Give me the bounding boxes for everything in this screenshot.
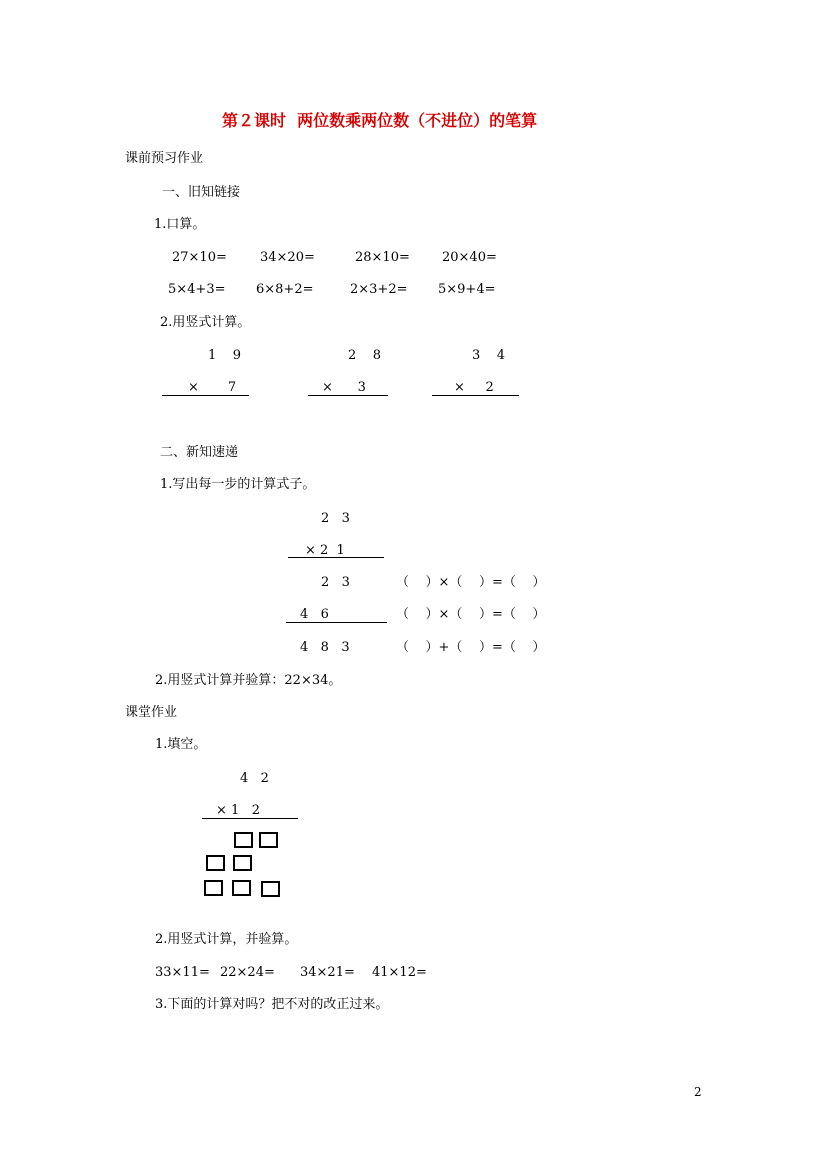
- multiplier: × 1 2: [216, 803, 260, 818]
- oral-calc-label: 1.口算。: [154, 217, 206, 232]
- calc-verify-label: 2.用竖式计算，并验算。: [155, 932, 298, 947]
- section-preview-heading: 课前预习作业: [125, 151, 204, 166]
- fill-blank-label: 1.填空。: [155, 737, 207, 752]
- multiplier: × 2: [454, 380, 494, 395]
- underline: [162, 395, 249, 396]
- oral-item: 5×4+3=: [168, 282, 226, 297]
- part1-heading: 一、旧知链接: [162, 185, 241, 200]
- oral-item: 2×3+2=: [350, 282, 408, 297]
- underline: [432, 395, 519, 396]
- formula: （ ）×（ ）=（ ）: [396, 607, 546, 622]
- problem-item: 33×11=: [155, 965, 210, 980]
- underline: [202, 818, 298, 819]
- answer-box[interactable]: [259, 832, 278, 848]
- multiplicand: 4 2: [240, 771, 269, 786]
- oral-item: 5×9+4=: [438, 282, 496, 297]
- multiplicand: 2 3: [321, 511, 350, 526]
- steps-label: 1.写出每一步的计算式子。: [160, 477, 316, 492]
- multiplicand: 3 4: [472, 348, 506, 363]
- answer-box[interactable]: [261, 881, 280, 897]
- multiplicand: 2 8: [348, 348, 382, 363]
- section-class-heading: 课堂作业: [125, 705, 178, 720]
- verify-label: 2.用竖式计算并验算：22×34。: [155, 673, 342, 688]
- oral-item: 6×8+2=: [256, 282, 314, 297]
- formula: （ ）+（ ）=（ ）: [396, 640, 546, 655]
- partial-product: 2 3: [321, 575, 350, 590]
- underline: [286, 622, 387, 623]
- part2-heading: 二、新知速递: [160, 445, 239, 460]
- underline: [308, 395, 388, 396]
- correction-label: 3.下面的计算对吗？把不对的改正过来。: [155, 997, 389, 1012]
- answer-box[interactable]: [206, 855, 225, 871]
- product: 4 8 3: [300, 640, 350, 655]
- multiplier: × 2 1: [305, 543, 345, 558]
- multiplier: × 3: [322, 380, 366, 395]
- multiplicand: 1 9: [208, 348, 242, 363]
- answer-box[interactable]: [204, 880, 223, 896]
- problem-item: 34×21=: [300, 965, 355, 980]
- problem-item: 41×12=: [372, 965, 427, 980]
- oral-item: 20×40=: [442, 250, 497, 265]
- answer-box[interactable]: [234, 832, 253, 848]
- problem-item: 22×24=: [220, 965, 275, 980]
- oral-item: 34×20=: [260, 250, 315, 265]
- vertical-calc-label: 2.用竖式计算。: [160, 315, 251, 330]
- page-title: 第２课时 两位数乘两位数（不进位）的笔算: [222, 111, 538, 130]
- partial-product: 4 6: [300, 607, 329, 622]
- formula: （ ）×（ ）=（ ）: [396, 575, 546, 590]
- answer-box[interactable]: [232, 880, 251, 896]
- multiplier: × 7: [188, 380, 237, 395]
- underline: [288, 557, 384, 558]
- oral-item: 28×10=: [355, 250, 410, 265]
- answer-box[interactable]: [233, 855, 252, 871]
- page-number: 2: [694, 1085, 702, 1099]
- oral-item: 27×10=: [172, 250, 227, 265]
